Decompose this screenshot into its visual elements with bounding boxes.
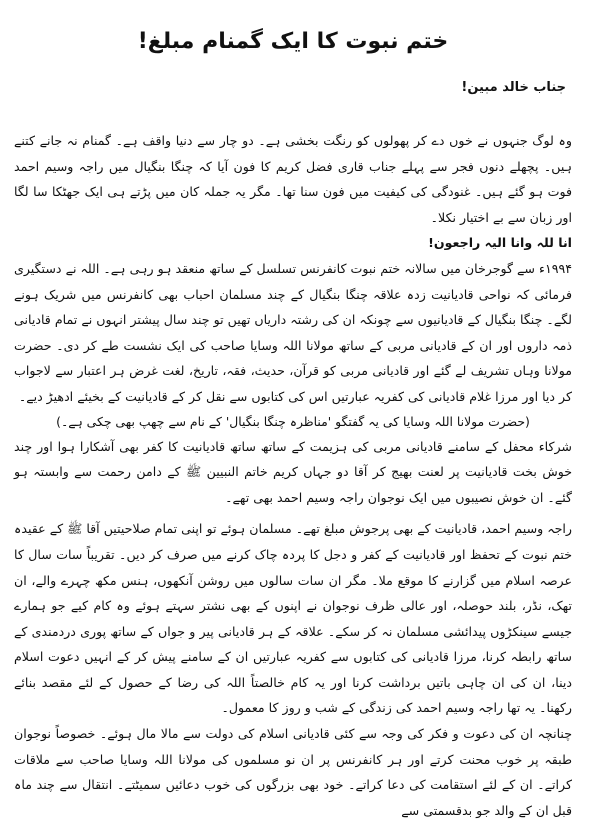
author-byline: جناب خالد مبین!: [461, 80, 566, 95]
paragraph-inna-lillah: انا للہ وانا الیہ راجعون!: [428, 235, 572, 251]
quote-note: (حضرت مولانا اللہ وسایا کی یہ گفتگو 'مناظرہ چنگا بنگیال' کے نام سے چھپ بھی چکی ہے۔): [56, 413, 530, 429]
paragraph-dawah: چنانچہ ان کی دعوت و فکر کی وجہ سے کئی قادیانی اسلام کی دولت سے مالا مال ہوئے۔ خصوصاً نوجوان طبقہ پر خوب محنت کرتے اور ہر کانفرنس پر ان نو مسلموں کی مولانا اللہ وسایا صاحب سے ملاقات کراتے۔ ان کے لئے استقامت کی دعا کراتے۔ خود بھی بزرگوں کی خوب دعائیں سمیٹتے۔ انتقال سے چند ماہ قبل ان کے والد جو بدقسمتی سے: [14, 726, 572, 818]
paragraph-conference: ۱۹۹۴ء سے گوجرخان میں سالانہ ختم نبوت کانفرنس تسلسل کے ساتھ منعقد ہو رہی ہے۔ اللہ نے دستگیری فرمائی کہ نواحی قادیانیت زدہ علاقہ چنگا بنگیال کے چند مسلمان احباب بھی کانفرنس میں شریک ہونے لگے۔ چنگا بنگیال کے قادیانیوں سے چونکہ ان کی رشتہ داریاں تھیں تو چند سال پیشتر انہوں نے تمام قادیانی ذمہ داروں اور ان کے قادیانی مربی کے ساتھ مولانا اللہ وسایا صاحب کی ایک نشست طے کر دی۔ حضرت مولانا وہاں تشریف لے گئے اور قادیانی مربی کو قرآن، حدیث، فقہ، تاریخ، لغت غرض ہر اعتبار سے لاجواب کر دیا اور مرزا غلام قادیانی کی کفریہ عبارتیں اس کی کتابوں سے نقل کر کے قادیانیت کے بخیئے ادھیڑ دیے۔: [14, 260, 572, 404]
paragraph-intro: وہ لوگ جنہوں نے خوں دے کر پھولوں کو رنگت بخشی ہے۔ دو چار سے دنیا واقف ہے۔ گمنام نہ جانے کتنے ہیں۔ پچھلے دنوں فجر سے پہلے جناب قاری فضل کریم کا فون آیا کہ چنگا بنگیال میں راجہ وسیم احمد فوت ہو گئے ہیں۔ غنودگی کی کیفیت میں فون سنا تھا۔ مگر یہ جملہ کان میں پڑتے ہی ایک جھٹکا سا لگا اور زبان سے بے اختیار نکلا۔: [14, 133, 572, 225]
article-title: ختم نبوت کا ایک گمنام مبلغ!: [137, 29, 449, 54]
paragraph-converts: شرکاء محفل کے سامنے قادیانی مربی کی ہزیمت کے ساتھ ساتھ قادیانیت کا کفر بھی آشکارا ہوا اور چند خوش بخت قادیانیت پر لعنت بھیج کر آقا دو جہاں کریم خاتم النبیین ﷺ کے دامن رحمت سے وابستہ ہو گئے۔ ان خوش نصیبوں میں ایک نوجوان راجہ وسیم احمد بھی تھے۔: [14, 438, 572, 505]
paragraph-raja-waseem: راجہ وسیم احمد، قادیانیت کے بھی پرجوش مبلغ تھے۔ مسلمان ہوئے تو اپنی تمام صلاحیتیں آقا ﷺ کے عقیدہ ختم نبوت کے تحفظ اور قادیانیت کے کفر و دجل کا پردہ چاک کرنے میں صرف کر دیں۔ تقریباً سات سال کا عرصہ اسلام میں گزارنے کا موقع ملا۔ مگر ان سات سالوں میں روشن آنکھوں، ہنس مکھ چہرے والے، ان تھک، نڈر، بلند حوصلہ، اور عالی ظرف نوجوان نے اپنوں کے بھی نشتر سہتے ہوئے وہ کام کیے جو ہمارے جیسے سینکڑوں پیدائشی مسلمان نہ کر سکے۔ علاقہ کے ہر قادیانی پیر و جواں کے ساتھ پوری دردمندی کے ساتھ رابطہ کرنا، مرزا قادیانی کی کتابوں سے کفریہ عبارتیں ان کے سامنے پیش کر کے انہیں دعوت اسلام دینا، ان کی ان چاہی باتیں برداشت کرنا اور یہ کام خالصتاً اللہ کی رضا کے حصول کے لئے مقصد بنائے رکھنا۔ یہ تھا راجہ وسیم احمد کی زندگی کے شب و روز کا معمول۔: [14, 521, 572, 716]
